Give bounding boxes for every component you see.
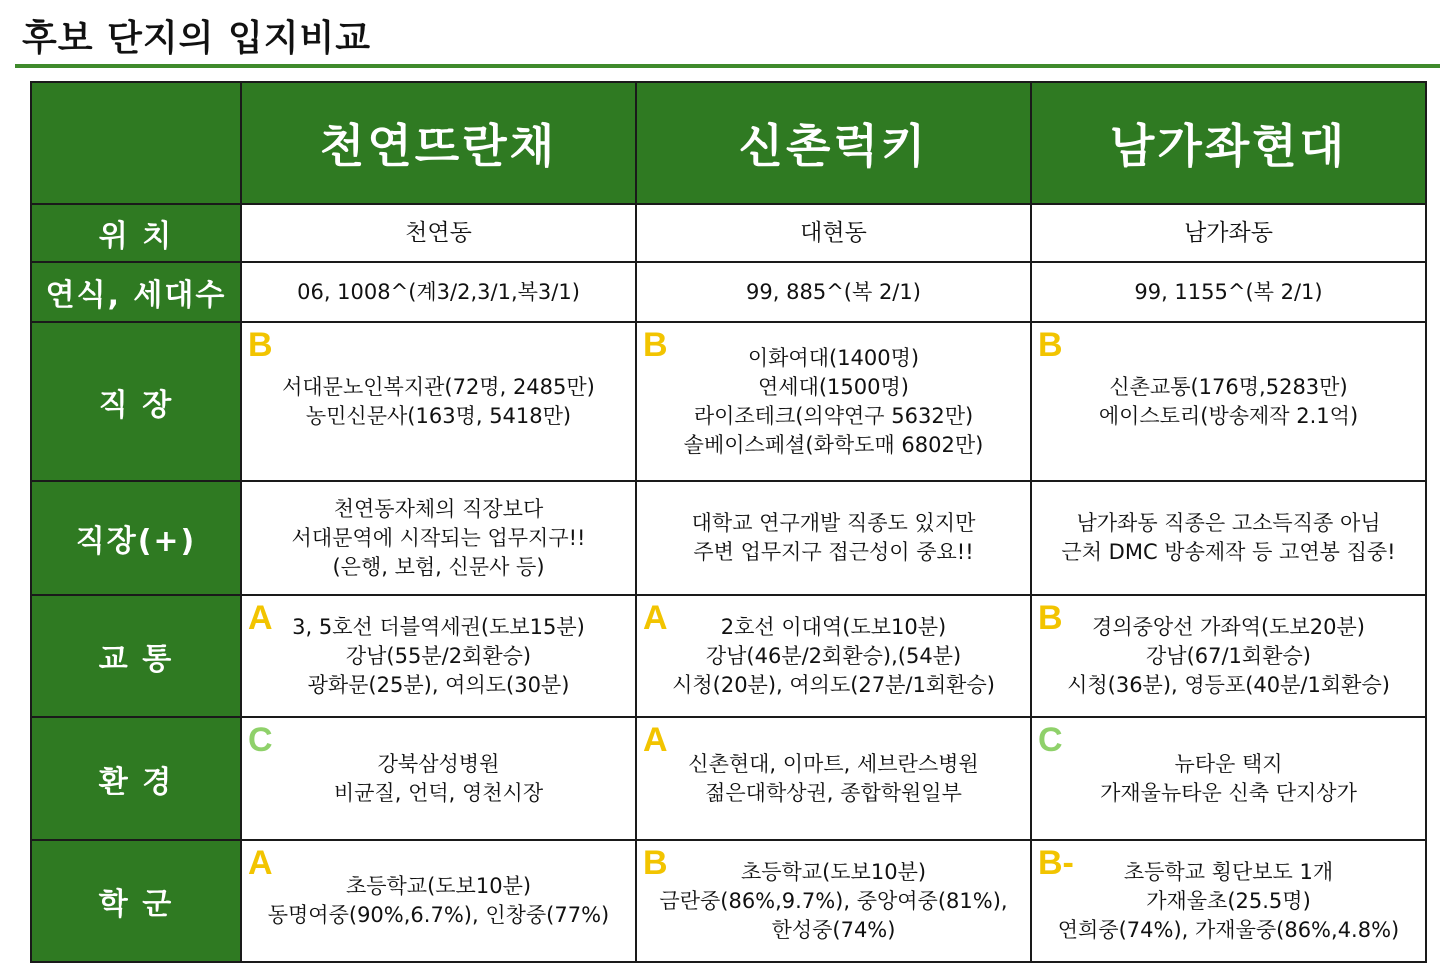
cell-line: 3, 5호선 더블역세권(도보15분) xyxy=(292,614,585,639)
cell-line: 근처 DMC 방송제작 등 고연봉 집중! xyxy=(1061,540,1396,564)
grade-badge: B xyxy=(643,844,668,882)
location-cell-3: 남가좌동 xyxy=(1031,204,1426,262)
cell-line: 동명여중(90%,6.7%), 인창중(77%) xyxy=(267,903,610,927)
work-cell-2 xyxy=(636,322,1031,481)
cell-line: 신촌교통(176명,5283만) xyxy=(1109,374,1348,399)
cell-line: 서대문노인복지관(72명, 2485만) xyxy=(282,374,595,399)
cell-line: 강남(55분/2회환승) xyxy=(345,643,532,668)
transport-cell-1 xyxy=(241,595,636,717)
environment-cell-3 xyxy=(1031,717,1426,840)
grade-badge: B xyxy=(248,326,273,364)
row-label-environment: 환 경 xyxy=(31,717,241,840)
cell-line: 서대문역에 시작되는 업무지구!! xyxy=(291,525,586,550)
work-cell-3 xyxy=(1031,322,1426,481)
year-cell-1: 06, 1008^(계3/2,3/1,복3/1) xyxy=(241,262,636,322)
grade-badge: A xyxy=(643,599,668,637)
cell-line: 대학교 연구개발 직종도 있지만 xyxy=(691,511,976,535)
cell-line: 초등학교(도보10분) xyxy=(345,874,532,898)
year-cell-3: 99, 1155^(복 2/1) xyxy=(1031,262,1426,322)
cell-line: 주변 업무지구 접근성이 중요!! xyxy=(693,540,974,564)
cell-line: 초등학교(도보10분) xyxy=(740,859,927,884)
cell-line: 연세대(1500명) xyxy=(758,374,909,399)
cell-line: 강북삼성병원 xyxy=(377,751,500,776)
location-cell-2: 대현동 xyxy=(636,204,1031,262)
grade-badge: C xyxy=(248,721,273,759)
row-label-location: 위 치 xyxy=(31,204,241,262)
cell-line: 에이스토리(방송제작 2.1억) xyxy=(1098,403,1359,428)
cell-line: 비균질, 언덕, 영천시장 xyxy=(333,780,544,805)
transport-cell-2 xyxy=(636,595,1031,717)
cell-line: 한성중(74%) xyxy=(771,917,896,942)
grade-badge: B- xyxy=(1038,844,1074,882)
cell-line: 강남(67/1회환승) xyxy=(1146,643,1311,668)
row-label-year: 연식, 세대수 xyxy=(31,262,241,322)
row-label-work-plus: 직장(+) xyxy=(31,481,241,595)
cell-line: 강남(46분/2회환승),(54분) xyxy=(705,643,962,668)
cell-line: 농민신문사(163명, 5418만) xyxy=(305,403,572,428)
year-cell-2: 99, 885^(복 2/1) xyxy=(636,262,1031,322)
work-plus-cell-1 xyxy=(241,481,636,595)
grade-badge: A xyxy=(248,599,273,637)
cell-line: 경의중앙선 가좌역(도보20분) xyxy=(1092,614,1365,639)
cell-line: 신촌현대, 이마트, 세브란스병원 xyxy=(688,751,979,776)
cell-line: 라이조테크(의약연구 5632만) xyxy=(693,403,974,428)
grade-badge: C xyxy=(1038,721,1063,759)
cell-line: 시청(20분), 여의도(27분/1회환승) xyxy=(672,672,995,697)
school-cell-2 xyxy=(636,840,1031,962)
complex-header-3: 남가좌현대 xyxy=(1031,82,1426,204)
page-title: 후보 단지의 입지비교 xyxy=(22,18,372,59)
complex-header-2: 신촌럭키 xyxy=(636,82,1031,204)
title-underline xyxy=(15,64,1440,68)
cell-line: 가재울초(25.5명) xyxy=(1146,888,1311,913)
grade-badge: A xyxy=(643,721,668,759)
school-cell-1 xyxy=(241,840,636,962)
cell-line: 솔베이스페셜(화학도매 6802만) xyxy=(683,432,984,457)
cell-line: 시청(36분), 영등포(40분/1회환승) xyxy=(1067,672,1390,697)
row-label-school: 학 군 xyxy=(31,840,241,962)
cell-line: (은행, 보험, 신문사 등) xyxy=(332,554,545,579)
cell-line: 금란중(86%,9.7%), 중앙여중(81%), xyxy=(659,888,1008,913)
environment-cell-2 xyxy=(636,717,1031,840)
transport-cell-3 xyxy=(1031,595,1426,717)
grade-badge: B xyxy=(1038,326,1063,364)
cell-line: 연희중(74%), 가재울중(86%,4.8%) xyxy=(1057,917,1400,942)
grade-badge: B xyxy=(643,326,668,364)
cell-line: 이화여대(1400명) xyxy=(747,345,920,370)
grade-badge: B xyxy=(1038,599,1063,637)
work-plus-cell-2 xyxy=(636,481,1031,595)
row-label-work: 직 장 xyxy=(31,322,241,481)
cell-line: 광화문(25분), 여의도(30분) xyxy=(307,672,570,697)
row-label-transport: 교 통 xyxy=(31,595,241,717)
work-plus-cell-3 xyxy=(1031,481,1426,595)
location-cell-1: 천연동 xyxy=(241,204,636,262)
cell-line: 남가좌동 직종은 고소득직종 아님 xyxy=(1076,511,1381,535)
cell-line: 가재울뉴타운 신축 단지상가 xyxy=(1100,780,1357,805)
cell-line: 천연동자체의 직장보다 xyxy=(333,496,544,521)
environment-cell-1 xyxy=(241,717,636,840)
comparison-table xyxy=(30,81,1427,963)
cell-line: 2호선 이대역(도보10분) xyxy=(720,614,947,639)
work-cell-1 xyxy=(241,322,636,481)
complex-header-1: 천연뜨란채 xyxy=(241,82,636,204)
cell-line: 초등학교 횡단보도 1개 xyxy=(1123,859,1334,884)
header-corner xyxy=(31,82,241,204)
cell-line: 젊은대학상권, 종합학원일부 xyxy=(705,780,962,805)
school-cell-3 xyxy=(1031,840,1426,962)
cell-line: 뉴타운 택지 xyxy=(1174,751,1283,776)
grade-badge: A xyxy=(248,844,273,882)
